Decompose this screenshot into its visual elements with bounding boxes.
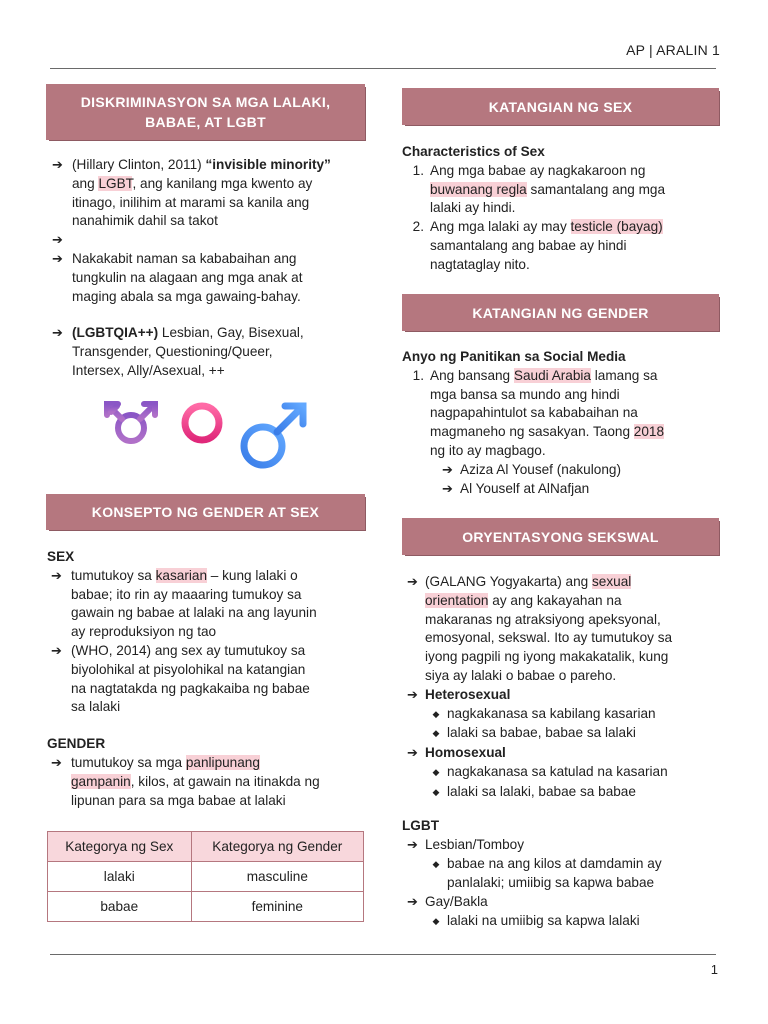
anyo-heading: Anyo ng Panitikan sa Social Media [402, 349, 626, 364]
bullet-item: ◆ babae na ang kilos at damdamin ay [402, 855, 662, 875]
list-item: ➔ (GALANG Yogyakarta) ang sexual [407, 573, 672, 592]
arrow-icon: ➔ [52, 250, 63, 266]
arrow-icon: ➔ [51, 754, 62, 770]
bullet-item: ◆ lalaki na umiibig sa kapwa lalaki [402, 912, 662, 932]
diamond-bullet-icon: ◆ [432, 766, 440, 777]
arrow-icon: ➔ [52, 157, 63, 172]
list-item: ➔ Nakakabit naman sa kababaihan ang [52, 250, 331, 269]
bullet-item: ◆ nagkakanasa sa kabilang kasarian [407, 705, 672, 725]
transgender-icon [107, 404, 155, 466]
list-item-empty [52, 231, 331, 250]
numbered-item: 2. Ang mga lalaki ay may testicle (bayag) [412, 219, 663, 235]
page-header: AP | ARALIN 1 [626, 42, 720, 58]
header-divider [50, 68, 716, 69]
orientation-section: ➔ (GALANG Yogyakarta) ang sexual orientation ay ang kakayahan na makaranas ng atraksiyong apeksyonal, emosyonal, sekswal. Ito ay tumutukoy sa iyong pagpili ng iyong makakatalik, kung siya ay lalaki o babae o pareho. ➔ Heterosexual ◆ nagkakanasa sa kabilang kasarian ◆ lalaki sa babae, babae sa lalaki ➔ Homosexual ◆ nagkakanasa sa katulad na kasarian ◆ lalaki sa lalaki, babae sa babae [407, 573, 672, 803]
female-icon [185, 406, 219, 468]
footer-divider [50, 954, 716, 955]
table-row [48, 892, 364, 922]
table-cell: babae [48, 892, 192, 922]
table-row [48, 862, 364, 892]
table-cell: lalaki [48, 862, 192, 892]
bullet-item: ◆ lalaki sa babae, babae sa lalaki [407, 724, 672, 744]
list-item: ➔ Gay/Bakla [402, 893, 662, 912]
list-item: ➔ Homosexual [407, 744, 672, 763]
banner-line-2: BABAE, AT LGBT [145, 114, 266, 130]
anyo-section: Anyo ng Panitikan sa Social Media 1. Ang bansang Saudi Arabia lamang sa mga bansa sa mundo ang hindi nagpapahintulot sa kababaihan na magmaneho ng sasakyan. Taong 2018 ng ito ay magbago. ➔ Aziza Al Yousef (nakulong) ➔ Al Youself at AlNafjan [402, 348, 664, 498]
table-header-row [48, 832, 364, 862]
arrow-icon: ➔ [442, 480, 453, 496]
sub-item: ➔ Al Youself at AlNafjan [402, 480, 664, 499]
diamond-bullet-icon: ◆ [432, 786, 440, 797]
sex-heading: SEX [47, 549, 75, 564]
arrow-icon: ➔ [442, 461, 453, 477]
list-item: ➔ Heterosexual [407, 686, 672, 705]
arrow-icon: ➔ [407, 574, 418, 589]
sub-item: ➔ Aziza Al Yousef (nakulong) [402, 461, 664, 480]
diamond-bullet-icon: ◆ [432, 858, 440, 869]
diamond-bullet-icon: ◆ [432, 708, 440, 719]
list-item: ➔ (LGBTQIA++) Lesbian, Gay, Bisexual, [52, 324, 331, 343]
list-item: ➔ (WHO, 2014) ang sex ay tumutukoy sa [47, 642, 320, 661]
sex-section: SEX ➔ tumutukoy sa kasarian – kung lalaki o babae; ito rin ay maaaring tumukoy sa gawain ng babae at lalaki na ang layunin ay reproduksiyon ng tao ➔ (WHO, 2014) ang sex ay tumutukoy sa biyolohikal at pisyolohikal na katangian na nagtatakda ng pagkakaiba ng babae sa lalaki GENDER ➔ tumutukoy sa mga panlipunang gampanin, kilos, at gawain na itinakda ng lipunan para sa mga babae at lalaki [47, 549, 320, 808]
arrow-icon: ➔ [407, 686, 418, 702]
lgbt-section: LGBT ➔ Lesbian/Tomboy ◆ babae na ang kilos at damdamin ay panlalaki; umiibig sa kapwa babae ➔ Gay/Bakla ◆ lalaki na umiibig sa kapwa lalaki [402, 817, 662, 932]
characteristics-section: Characteristics of Sex 1. Ang mga babae ay nagkakaroon ng buwanang regla samantalang ang mga lalaki ay hindi. 2. Ang mga lalaki ay may testicle (bayag) samantalang ang babae ay hindi nagtataglay nito. [402, 144, 666, 272]
list-item: ➔ (Hillary Clinton, 2011) “invisible minority” [52, 156, 331, 175]
arrow-icon: ➔ [52, 232, 63, 248]
diamond-bullet-icon: ◆ [432, 728, 440, 739]
arrow-icon: ➔ [51, 567, 62, 583]
gender-symbols [98, 398, 318, 474]
bullet-item: ◆ lalaki sa lalaki, babae sa babae [407, 783, 672, 803]
bullet-item: ◆ nagkakanasa sa katulad na kasarian [407, 763, 672, 783]
banner-katangian-sex: KATANGIAN NG SEX [403, 89, 718, 124]
numbered-item: 1. Ang bansang Saudi Arabia lamang sa [412, 367, 658, 383]
lgbt-heading: LGBT [402, 818, 439, 833]
arrow-icon: ➔ [52, 325, 63, 341]
gender-heading: GENDER [47, 736, 106, 752]
arrow-icon: ➔ [407, 894, 418, 910]
banner-katangian-gender: KATANGIAN NG GENDER [403, 295, 718, 330]
diamond-bullet-icon: ◆ [432, 915, 440, 926]
banner-oryentasyong: ORYENTASYONG SEKSWAL [403, 519, 718, 554]
characteristics-heading: Characteristics of Sex [402, 144, 545, 159]
banner-diskriminasyon [47, 85, 364, 139]
male-icon [244, 406, 303, 465]
arrow-icon: ➔ [51, 642, 62, 658]
list-item: ➔ tumutukoy sa mga panlipunang [47, 754, 320, 773]
list-item: ➔ Lesbian/Tomboy [402, 836, 662, 855]
category-table [47, 831, 364, 922]
arrow-icon: ➔ [407, 836, 418, 852]
table-cell: masculine [191, 862, 363, 892]
list-item: ➔ tumutukoy sa kasarian – kung lalaki o [47, 567, 320, 586]
page-number: 1 [710, 962, 718, 977]
table-header: Kategorya ng Sex [48, 832, 192, 862]
diskriminasyon-content: ➔ (Hillary Clinton, 2011) “invisible minority” ang LGBT, ang kanilang mga kwento ay itinago, inilihim at marami sa kanila ang nanahimik dahil sa takot ➔ ➔ Nakakabit naman sa kababaihan ang tungkulin na alagaan ang mga anak at maging abala sa mga gawaing-bahay. ➔ (LGBTQIA++) Lesbian, Gay, Bisexual, Transgender, Questioning/Queer, Intersex, Ally/Asexual, ++ [52, 157, 331, 378]
table-cell: feminine [191, 892, 363, 922]
banner-konsepto: KONSEPTO NG GENDER AT SEX [47, 495, 364, 529]
arrow-icon: ➔ [407, 745, 418, 761]
table-header: Kategorya ng Gender [191, 832, 363, 862]
banner-line-1: DISKRIMINASYON SA MGA LALAKI, [80, 94, 331, 110]
numbered-item: 1. Ang mga babae ay nagkakaroon ng [412, 162, 646, 178]
